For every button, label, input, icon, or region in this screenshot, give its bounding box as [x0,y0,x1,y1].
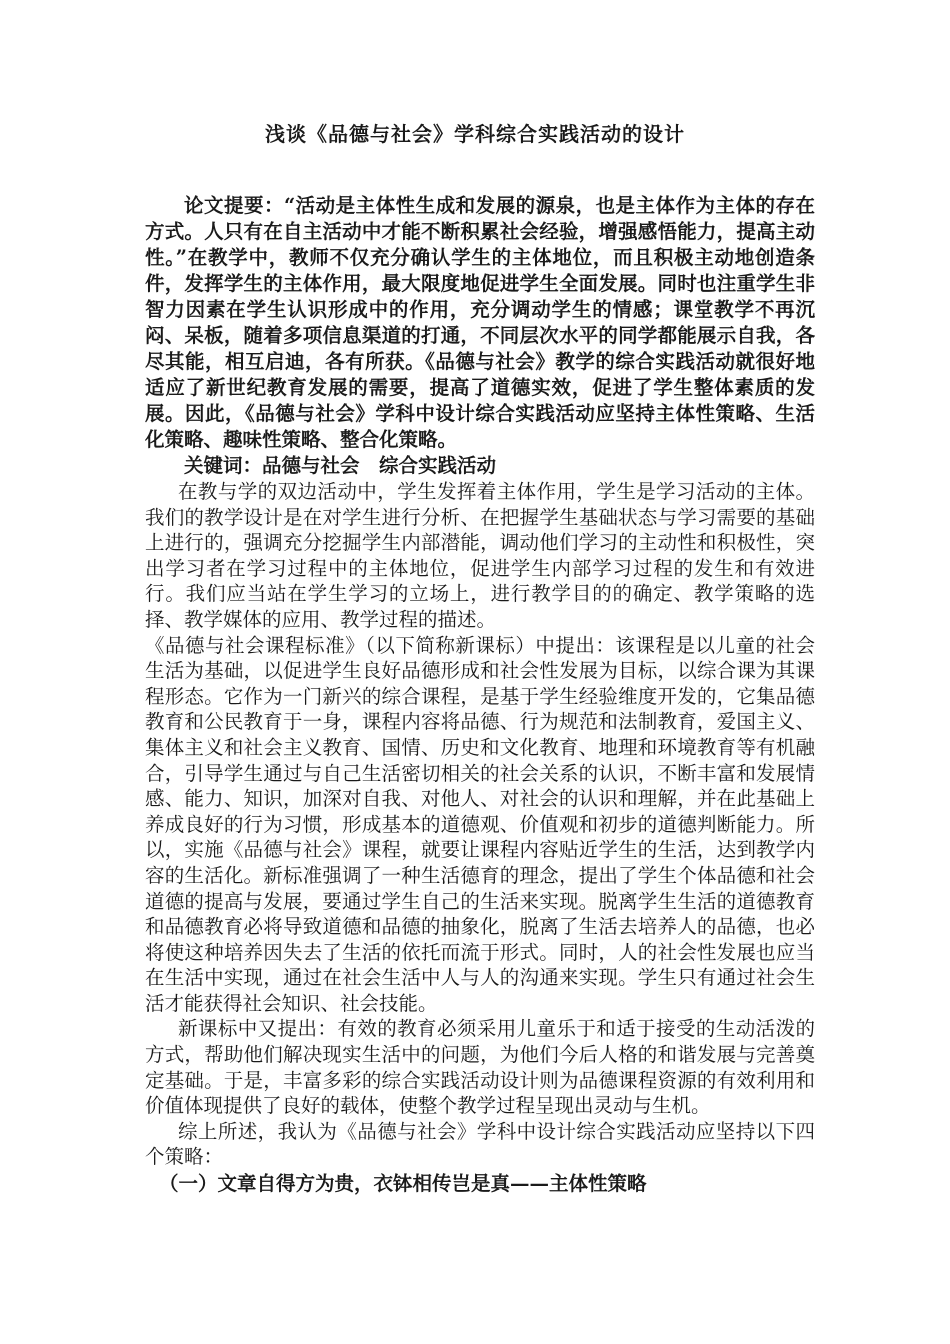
document-body [145,193,815,1198]
body-paragraph-2: 《品德与社会课程标准》（以下简称新课标）中提出：该课程是以儿童的社会生活为基础，以促进学生良好品德形成和社会性发展为目标，以综合课为其课程形态。它作为一门新兴的综合课程，是基于学生经验维度开发的，它集品德教育和公民教育于一身，课程内容将品德、行为规范和法制教育，爱国主义、集体主义和社会主义教育、国情、历史和文化教育、地理和环境教育等有机融合，引导学生通过与自己生活密切相关的社会关系的认识，不断丰富和发展情感、能力、知识，加深对自我、对他人、对社会的认识和理解，并在此基础上养成良好的行为习惯，形成基本的道德观、价值观和初步的道德判断能力。所以，实施《品德与社会》课程，就要让课程内容贴近学生的生活，达到教学内容的生活化。新标准强调了一种生活德育的理念，提出了学生个体品德和社会道德的提高与发展，要通过学生自己的生活来实现。脱离学生生活的道德教育和品德教育必将导致道德和品德的抽象化，脱离了生活去培养人的品德，也必将使这种培养因失去了生活的依托而流于形式。同时，人的社会性发展也应当在生活中实现，通过在社会生活中人与人的沟通来实现。学生只有通过社会生活才能获得社会知识、社会技能。 [145,633,815,1015]
abstract-paragraph: 论文提要：“活动是主体性生成和发展的源泉，也是主体作为主体的存在方式。人只有在自主活动中才能不断积累社会经验，增强感悟能力，提高主动性。”在教学中，教师不仅充分确认学生的主体地位，而且积极主动地创造条件，发挥学生的主体作用，最大限度地促进学生全面发展。同时也注重学生非智力因素在学生认识形成中的作用，充分调动学生的情感；课堂教学不再沉闷、呆板，随着多项信息渠道的打通，不同层次水平的同学都能展示自我，各尽其能，相互启迪，各有所获。《品德与社会》教学的综合实践活动就很好地适应了新世纪教育发展的需要，提高了道德实效，促进了学生整体素质的发展。因此，《品德与社会》学科中设计综合实践活动应坚持主体性策略、生活化策略、趣味性策略、整合化策略。 [145,194,815,451]
body-paragraph-1: 在教与学的双边活动中，学生发挥着主体作用，学生是学习活动的主体。我们的教学设计是在对学生进行分析、在把握学生基础状态与学习需要的基础上进行的，强调充分挖掘学生内部潜能，调动他们学习的主动性和积极性，突出学习者在学习过程中的主体地位，促进学生内部学习过程的发生和有效进行。我们应当站在学生学习的立场上，进行教学目的的确定、教学策略的选择、教学媒体的应用、教学过程的描述。 [145,480,815,631]
keywords-line: 关键词：品德与社会 综合实践活动 [184,454,497,477]
body-paragraph-4: 综上所述，我认为《品德与社会》学科中设计综合实践活动应坚持以下四个策略： [145,1119,815,1169]
body-paragraph-3: 新课标中又提出：有效的教育必须采用儿童乐于和适于接受的生动活泼的方式，帮助他们解决现实生活中的问题，为他们今后人格的和谐发展与完善奠定基础。于是，丰富多彩的综合实践活动设计则为品德课程资源的有效利用和价值体现提供了良好的载体，使整个教学过程呈现出灵动与生机。 [145,1017,815,1118]
document-title: 浅谈《品德与社会》学科综合实践活动的设计 [265,122,685,146]
section-heading-1: （一）文章自得方为贵，衣钵相传岂是真——主体性策略 [159,1172,647,1196]
